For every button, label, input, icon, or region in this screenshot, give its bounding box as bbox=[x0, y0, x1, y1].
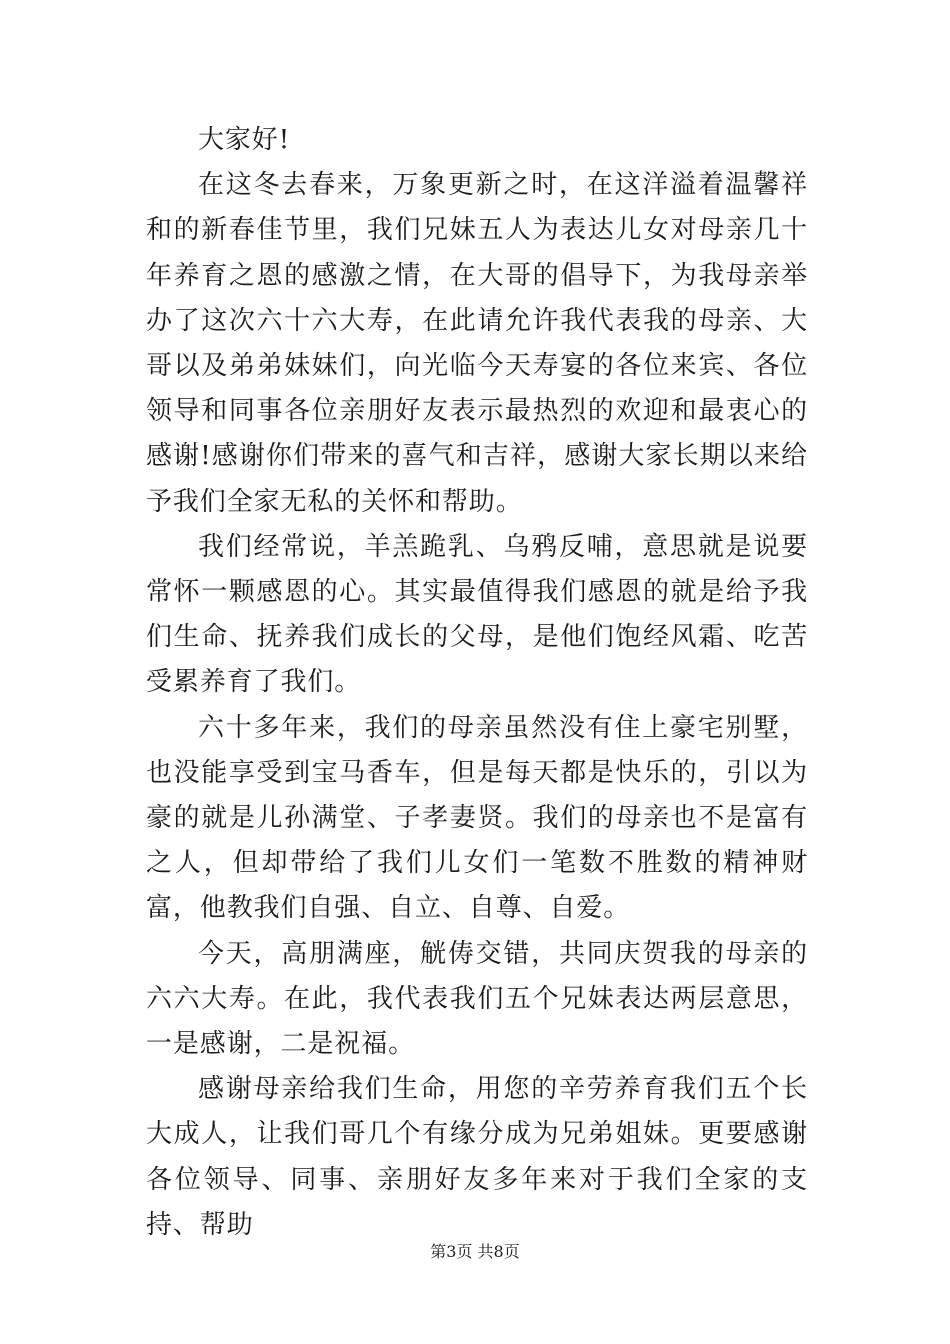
paragraph-gratitude: 我们经常说，羊羔跪乳、乌鸦反哺，意思就是说要常怀一颗感恩的心。其实最值得我们感恩的就是给予我们生命、抚养我们成长的父母，是他们饱经风霜、吃苦受累养育了我们。 bbox=[146, 531, 808, 698]
paragraph-today: 今天，高朋满座，觥俦交错，共同庆贺我的母亲的六六大寿。在此，我代表我们五个兄妹表达两层意思，一是感谢，二是祝福。 bbox=[146, 938, 808, 1060]
body-text bbox=[146, 118, 808, 1248]
page-footer: 第3页 共8页 bbox=[430, 1242, 520, 1261]
paragraph-opening: 在这冬去春来，万象更新之时，在这洋溢着温馨祥和的新春佳节里，我们兄妹五人为表达儿女对母亲几十年养育之恩的感激之情，在大哥的倡导下，为我母亲举办了这次六十六大寿，在此请允许我代表我的母亲、大哥以及弟弟妹妹们，向光临今天寿宴的各位来宾、各位领导和同事各位亲朋好友表示最热烈的欢迎和最衷心的感谢!感谢你们带来的喜气和吉祥，感谢大家长期以来给予我们全家无私的关怀和帮助。 bbox=[146, 170, 808, 517]
paragraph-mother: 六十多年来，我们的母亲虽然没有住上豪宅别墅，也没能享受到宝马香车，但是每天都是快乐的，引以为豪的就是儿孙满堂、子孝妻贤。我们的母亲也不是富有之人，但却带给了我们儿女们一笔数不胜数的精神财富，他教我们自强、自立、自尊、自爱。 bbox=[146, 712, 808, 924]
paragraph-greeting: 大家好! bbox=[198, 125, 291, 155]
paragraph-thanks: 感谢母亲给我们生命，用您的辛劳养育我们五个长大成人，让我们哥几个有缘分成为兄弟姐妹。更要感谢各位领导、同事、亲朋好友多年来对于我们全家的支持、帮助 bbox=[146, 1074, 808, 1240]
